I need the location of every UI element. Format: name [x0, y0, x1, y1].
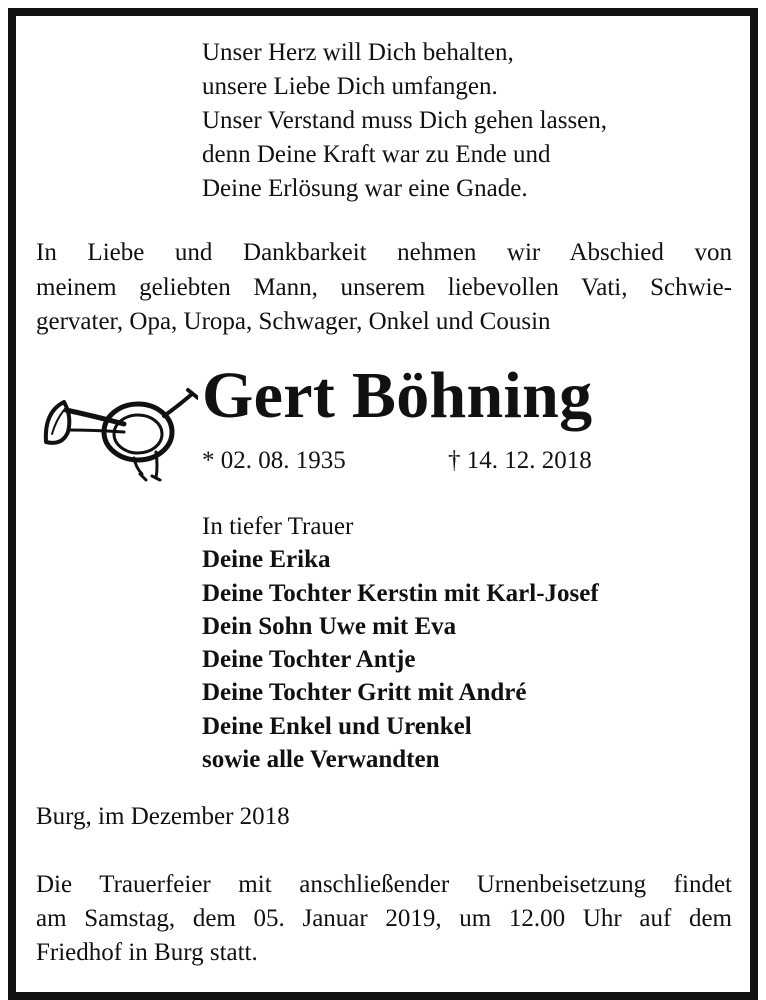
service-line: Friedhof in Burg statt.	[36, 939, 258, 966]
funeral-service-text	[36, 868, 732, 970]
poem-line: unsere Liebe Dich umfangen.	[202, 73, 498, 100]
farewell-line: gervater, Opa, Uropa, Schwager, Onkel und Cousin	[36, 308, 551, 335]
mourners-heading: In tiefer Trauer	[202, 513, 354, 540]
poem-line: Deine Erlösung war eine Gnade.	[202, 175, 528, 202]
farewell-line: meinem geliebten Mann, unserem liebevollen Vati, Schwie-	[36, 273, 732, 301]
service-line: am Samstag, dem 05. Januar 2019, um 12.00 Uhr auf dem	[36, 905, 732, 932]
mourner-name: Deine Enkel und Urenkel	[202, 712, 472, 740]
place-date: Burg, im Dezember 2018	[36, 803, 290, 830]
obituary-frame	[8, 8, 758, 1000]
mourner-name: Deine Tochter Gritt mit André	[202, 679, 527, 707]
mourner-name: Deine Tochter Antje	[202, 646, 416, 674]
mourners-list	[202, 510, 599, 776]
mourner-name: Deine Tochter Kerstin mit Karl-Josef	[202, 579, 599, 607]
poem-line: Unser Verstand muss Dich gehen lassen,	[202, 107, 608, 134]
deceased-name: Gert Böhning	[202, 359, 593, 432]
mourner-name: Dein Sohn Uwe mit Eva	[202, 612, 457, 640]
farewell-line: In Liebe und Dankbarkeit nehmen wir Abschied von	[36, 239, 732, 266]
poem-line: denn Deine Kraft war zu Ende und	[202, 141, 551, 168]
death-date: † 14. 12. 2018	[448, 447, 592, 474]
poem	[202, 36, 607, 206]
mourner-name: sowie alle Verwandten	[202, 746, 440, 774]
birth-date: * 02. 08. 1935	[202, 447, 346, 474]
farewell-text	[36, 236, 732, 340]
mourner-name: Deine Erika	[202, 546, 331, 574]
service-line: Die Trauerfeier mit anschließender Urnenbeisetzung findet	[36, 871, 732, 898]
post-horn-icon	[38, 372, 198, 482]
poem-line: Unser Herz will Dich behalten,	[202, 39, 514, 66]
